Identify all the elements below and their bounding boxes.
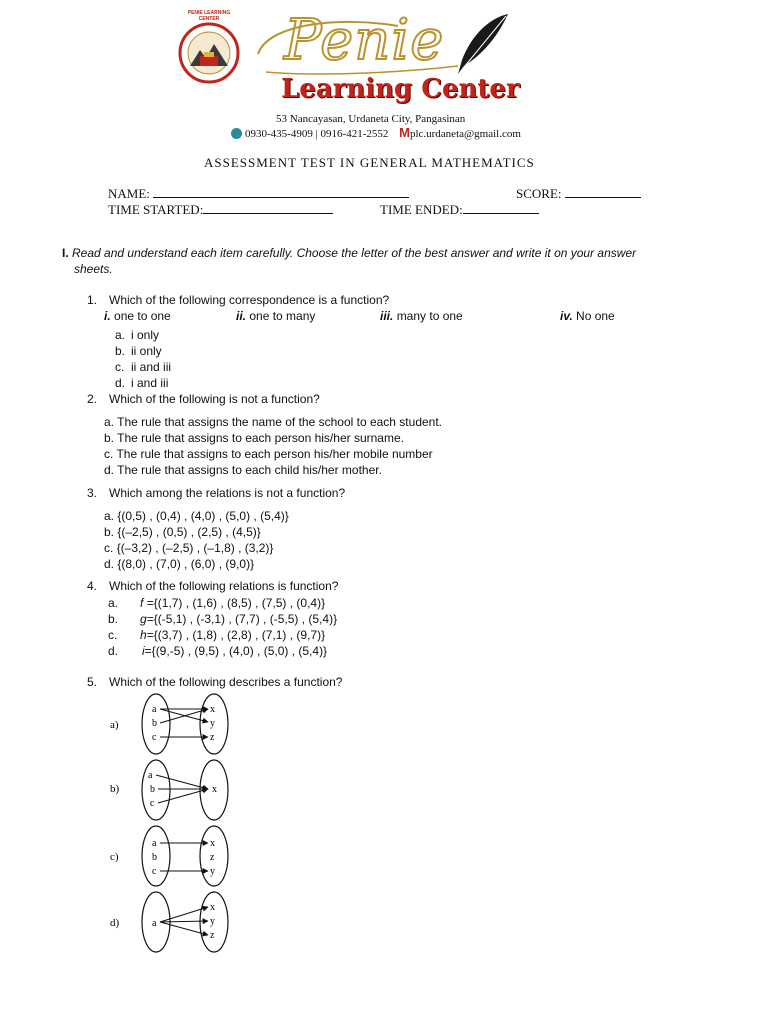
name-field[interactable] <box>108 185 409 202</box>
choice-letter: b. <box>115 344 126 358</box>
choice-2b[interactable] <box>104 431 404 445</box>
question-text: Which of the following correspondence is a function? <box>109 293 390 307</box>
choice-letter: a. <box>104 509 115 523</box>
roman-text: many to one <box>396 309 463 323</box>
range-element: y <box>210 866 215 877</box>
diagram-label: d) <box>110 917 120 929</box>
question-number: 3. <box>87 486 98 500</box>
choice-text: ={(3,7) , (1,8) , (2,8) , (7,1) , (9,7)} <box>146 628 326 642</box>
section-instruction <box>62 246 752 260</box>
question-3 <box>87 486 345 500</box>
mapping-diagram-c[interactable] <box>100 824 240 888</box>
choice-3c[interactable] <box>104 541 273 555</box>
choice-letter: a. <box>115 328 126 342</box>
function-name: i <box>142 644 145 658</box>
domain-element: c <box>152 732 157 743</box>
domain-element: a <box>152 838 157 849</box>
choice-3d[interactable] <box>104 557 254 571</box>
domain-element: c <box>152 866 157 877</box>
question-text: Which of the following relations is function? <box>109 579 339 593</box>
choice-text: ={(-5,1) , (-3,1) , (7,7) , (-5,5) , (5,4)} <box>146 612 338 626</box>
roman-text: one to many <box>249 309 316 323</box>
choice-4d[interactable] <box>108 644 327 658</box>
function-name: g <box>140 612 147 626</box>
choice-text: The rule that assigns the name of the school to each student. <box>117 415 443 429</box>
choice-text: ={(9,-5) , (9,5) , (4,0) , (5,0) , (5,4)} <box>144 644 328 658</box>
time-ended-field[interactable] <box>380 201 539 218</box>
domain-element: a <box>152 704 157 715</box>
question-4 <box>87 579 338 593</box>
choice-1c[interactable] <box>115 360 171 374</box>
choice-4b[interactable] <box>108 612 337 626</box>
choice-text: The rule that assigns to each child his/her mother. <box>117 463 382 477</box>
logo-subtitle: Learning Center <box>281 74 520 104</box>
time-started-field[interactable] <box>108 201 333 218</box>
choice-text: ={(1,7) , (1,6) , (8,5) , (7,5) , (0,4)} <box>146 596 326 610</box>
question-text: Which of the following is not a function? <box>109 392 320 406</box>
roman-option-iv <box>560 309 615 323</box>
time-started-blank[interactable] <box>203 201 333 214</box>
instruction-line-2: sheets. <box>74 262 113 276</box>
choice-text: ii only <box>131 344 162 358</box>
question-text: Which of the following describes a function? <box>109 675 343 689</box>
range-element: y <box>210 916 215 927</box>
choice-text: {(0,5) , (0,4) , (4,0) , (5,0) , (5,4)} <box>117 509 289 523</box>
roman-text: No one <box>576 309 615 323</box>
roman-option-ii <box>236 309 315 323</box>
range-element: x <box>212 784 217 795</box>
roman-option-i <box>104 309 171 323</box>
choice-2c[interactable] <box>104 447 433 461</box>
choice-letter: d. <box>104 557 115 571</box>
domain-element: c <box>150 798 155 809</box>
function-name: h <box>140 628 147 642</box>
choice-letter: d. <box>115 376 126 390</box>
choice-text: i only <box>131 328 160 342</box>
domain-element: b <box>150 784 155 795</box>
mapping-diagram-b[interactable] <box>100 758 240 822</box>
mapping-diagram-a[interactable] <box>100 692 240 756</box>
range-element: z <box>210 852 215 863</box>
time-started-label: TIME STARTED: <box>108 202 204 217</box>
choice-letter: c. <box>104 447 114 461</box>
phone-numbers: 0930-435-4909 | 0916-421-2552 <box>245 128 389 140</box>
choice-2a[interactable] <box>104 415 442 429</box>
choice-3a[interactable] <box>104 509 289 523</box>
choice-letter: a. <box>104 415 115 429</box>
mapping-diagram-d[interactable] <box>100 890 240 954</box>
choice-letter: d. <box>104 463 115 477</box>
domain-element: a <box>148 770 153 781</box>
instruction-line-1: Read and understand each item carefully. Choose the letter of the best answer and write it on your answer <box>72 246 637 260</box>
choice-4a[interactable] <box>108 596 325 610</box>
choice-letter: b. <box>104 525 115 539</box>
choice-text: ii and iii <box>131 360 172 374</box>
logo-script: Penie <box>284 8 445 73</box>
choice-text: The rule that assigns to each person his/her mobile number <box>116 447 433 461</box>
roman-option-iii <box>380 309 463 323</box>
gmail-icon: M <box>399 125 410 140</box>
choice-1b[interactable] <box>115 344 162 358</box>
name-label: NAME: <box>108 186 150 201</box>
question-text: Which among the relations is not a function? <box>109 486 346 500</box>
roman-label: i. <box>104 309 111 323</box>
choice-text: {(8,0) , (7,0) , (6,0) , (9,0)} <box>117 557 255 571</box>
question-number: 2. <box>87 392 98 406</box>
contact-line <box>231 125 521 140</box>
roman-label: ii. <box>236 309 247 323</box>
function-name: f <box>140 596 144 610</box>
seal-arc-text: PENIE LEARNING CENTER <box>187 10 231 22</box>
choice-1d[interactable] <box>115 376 168 390</box>
question-number: 1. <box>87 293 98 307</box>
address: 53 Nancayasan, Urdaneta City, Pangasinan <box>276 113 466 125</box>
choice-letter: a. <box>108 596 119 610</box>
choice-2d[interactable] <box>104 463 382 477</box>
question-number: 4. <box>87 579 98 593</box>
question-1 <box>87 293 389 307</box>
domain-element: b <box>152 718 157 729</box>
score-label: SCORE: <box>516 186 562 201</box>
question-2 <box>87 392 320 406</box>
score-blank[interactable] <box>565 185 641 198</box>
range-element: z <box>210 930 215 941</box>
diagram-label: a) <box>110 719 119 731</box>
range-element: x <box>210 704 215 715</box>
roman-label: iv. <box>560 309 573 323</box>
diagram-label: b) <box>110 783 120 795</box>
quill-feather-icon <box>450 10 514 80</box>
choice-text: The rule that assigns to each person his/her surname. <box>117 431 404 445</box>
choice-text: {(–3,2) , (–2,5) , (–1,8) , (3,2)} <box>116 541 274 555</box>
choice-text: i and iii <box>131 376 169 390</box>
roman-label: iii. <box>380 309 394 323</box>
school-seal <box>178 22 240 84</box>
domain-element: a <box>152 918 157 929</box>
roman-text: one to one <box>114 309 171 323</box>
score-field[interactable] <box>516 185 641 202</box>
choice-3b[interactable] <box>104 525 261 539</box>
range-element: y <box>210 718 215 729</box>
page-title: ASSESSMENT TEST IN GENERAL MATHEMATICS <box>204 155 535 170</box>
question-5 <box>87 675 342 689</box>
name-blank[interactable] <box>153 185 409 198</box>
choice-1a[interactable] <box>115 328 159 342</box>
time-ended-label: TIME ENDED: <box>380 202 463 217</box>
choice-letter: c. <box>115 360 125 374</box>
range-element: x <box>210 902 215 913</box>
choice-letter: b. <box>104 431 115 445</box>
choice-letter: b. <box>108 612 119 626</box>
choice-letter: c. <box>108 628 118 642</box>
section-number: I. <box>62 246 69 260</box>
choice-4c[interactable] <box>108 628 325 642</box>
range-element: z <box>210 732 215 743</box>
diagram-label: c) <box>110 851 119 863</box>
question-number: 5. <box>87 675 98 689</box>
phone-icon <box>231 128 242 139</box>
choice-text: {(–2,5) , (0,5) , (2,5) , (4,5)} <box>117 525 261 539</box>
choice-letter: d. <box>108 644 119 658</box>
domain-element: b <box>152 852 157 863</box>
email: plc.urdaneta@gmail.com <box>409 128 521 140</box>
time-ended-blank[interactable] <box>463 201 539 214</box>
choice-letter: c. <box>104 541 114 555</box>
range-element: x <box>210 838 215 849</box>
